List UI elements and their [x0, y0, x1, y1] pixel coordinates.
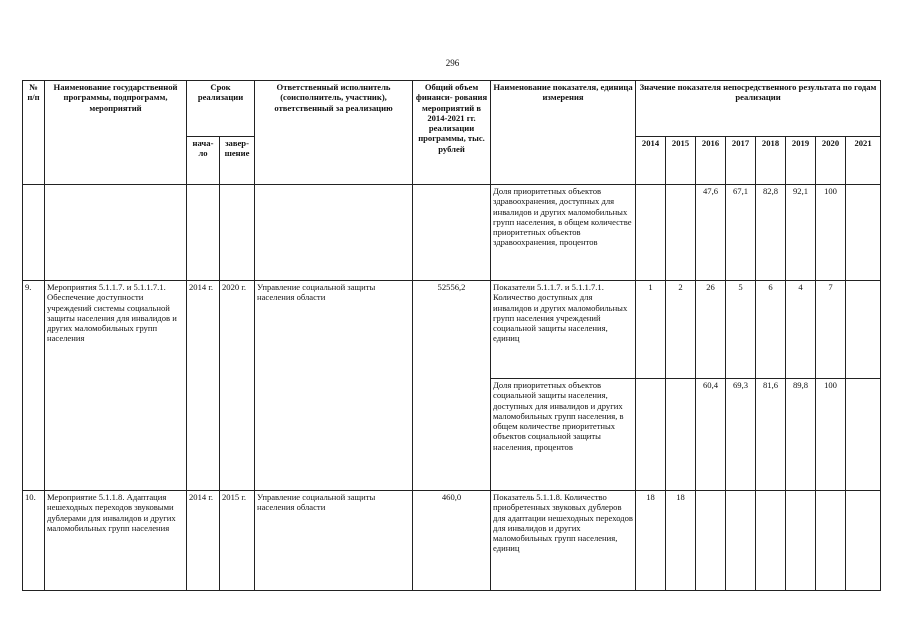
value-cell [666, 379, 696, 491]
header-num: № п/п [23, 81, 45, 185]
value-cell [846, 281, 881, 379]
table-row [23, 281, 881, 379]
value-cell: 82,8 [756, 185, 786, 281]
start-cell: 2014 г. [187, 491, 220, 591]
value-cell: 60,4 [696, 379, 726, 491]
value-cell: 26 [696, 281, 726, 379]
value-cell [846, 379, 881, 491]
value-cell: 18 [636, 491, 666, 591]
value-cell [696, 491, 726, 591]
header-year-2017: 2017 [726, 137, 756, 185]
header-year-2015: 2015 [666, 137, 696, 185]
value-cell: 89,8 [786, 379, 816, 491]
end-cell: 2015 г. [220, 491, 255, 591]
value-cell [846, 491, 881, 591]
value-cell: 6 [756, 281, 786, 379]
value-cell [816, 491, 846, 591]
header-end: завер- шение [220, 137, 255, 185]
value-cell: 18 [666, 491, 696, 591]
value-cell [846, 185, 881, 281]
num-cell [23, 185, 45, 281]
header-indicator: Наименование показателя, единица измерения [491, 81, 636, 185]
end-cell [220, 185, 255, 281]
header-year-2021: 2021 [846, 137, 881, 185]
header-year-2016: 2016 [696, 137, 726, 185]
start-cell [187, 185, 220, 281]
header-row [23, 81, 881, 137]
value-cell [666, 185, 696, 281]
indicator-cell: Показатель 5.1.1.8. Количество приобретенных звуковых дублеров для адаптации нешеходных переходов для инвалидов и других маломобильных групп населения, единиц [491, 491, 636, 591]
value-cell: 4 [786, 281, 816, 379]
value-cell: 81,6 [756, 379, 786, 491]
executor-cell: Управление социальной защиты населения области [255, 281, 413, 491]
value-cell [756, 491, 786, 591]
header-year-2018: 2018 [756, 137, 786, 185]
volume-cell [413, 185, 491, 281]
name-cell: Мероприятие 5.1.1.8. Адаптация нешеходных переходов звуковыми дублерами для инвалидов и других маломобильных групп населения [45, 491, 187, 591]
value-cell: 100 [816, 379, 846, 491]
name-cell: Мероприятия 5.1.1.7. и 5.1.1.7.1. Обеспечение доступности учреждений системы социальной защиты населения для инвалидов и других маломобильных групп населения [45, 281, 187, 491]
num-cell: 9. [23, 281, 45, 491]
header-year-2019: 2019 [786, 137, 816, 185]
indicator-cell: Доля приоритетных объектов здравоохранения, доступных для инвалидов и других маломобильных групп населения, в общем количестве приоритетных объектов здравоохранения, процентов [491, 185, 636, 281]
value-cell: 2 [666, 281, 696, 379]
value-cell [786, 491, 816, 591]
value-cell: 7 [816, 281, 846, 379]
header-executor: Ответственный исполнитель (соисполнитель, участник), ответственный за реализацию [255, 81, 413, 185]
num-cell: 10. [23, 491, 45, 591]
volume-cell: 460,0 [413, 491, 491, 591]
value-cell: 5 [726, 281, 756, 379]
volume-cell: 52556,2 [413, 281, 491, 491]
header-term: Срок реализации [187, 81, 255, 137]
indicator-cell: Показатели 5.1.1.7. и 5.1.1.7.1. Количество доступных для инвалидов и других маломобильных групп населения учреждений социальной защиты населения, единиц [491, 281, 636, 379]
program-table [22, 80, 881, 591]
value-cell: 67,1 [726, 185, 756, 281]
value-cell [636, 379, 666, 491]
end-cell: 2020 г. [220, 281, 255, 491]
executor-cell: Управление социальной защиты населения области [255, 491, 413, 591]
header-values: Значение показателя непосредственного результата по годам реализации [636, 81, 881, 137]
header-year-2014: 2014 [636, 137, 666, 185]
value-cell: 1 [636, 281, 666, 379]
executor-cell [255, 185, 413, 281]
name-cell [45, 185, 187, 281]
header-year-2020: 2020 [816, 137, 846, 185]
value-cell: 100 [816, 185, 846, 281]
indicator-cell: Доля приоритетных объектов социальной защиты населения, доступных для инвалидов и других маломобильных групп населения, в общем количестве приоритетных объектов социальной защиты населения, процентов [491, 379, 636, 491]
table-row [23, 185, 881, 281]
header-name: Наименование государственной программы, подпрограмм, мероприятий [45, 81, 187, 185]
value-cell [726, 491, 756, 591]
start-cell: 2014 г. [187, 281, 220, 491]
header-start: нача- ло [187, 137, 220, 185]
table-row [23, 491, 881, 591]
page-number: 296 [445, 58, 460, 68]
value-cell: 69,3 [726, 379, 756, 491]
value-cell: 92,1 [786, 185, 816, 281]
header-volume: Общий объем финанси- рования мероприятий в 2014-2021 гг. реализации программы, тыс. рублей [413, 81, 491, 185]
value-cell [636, 185, 666, 281]
value-cell: 47,6 [696, 185, 726, 281]
